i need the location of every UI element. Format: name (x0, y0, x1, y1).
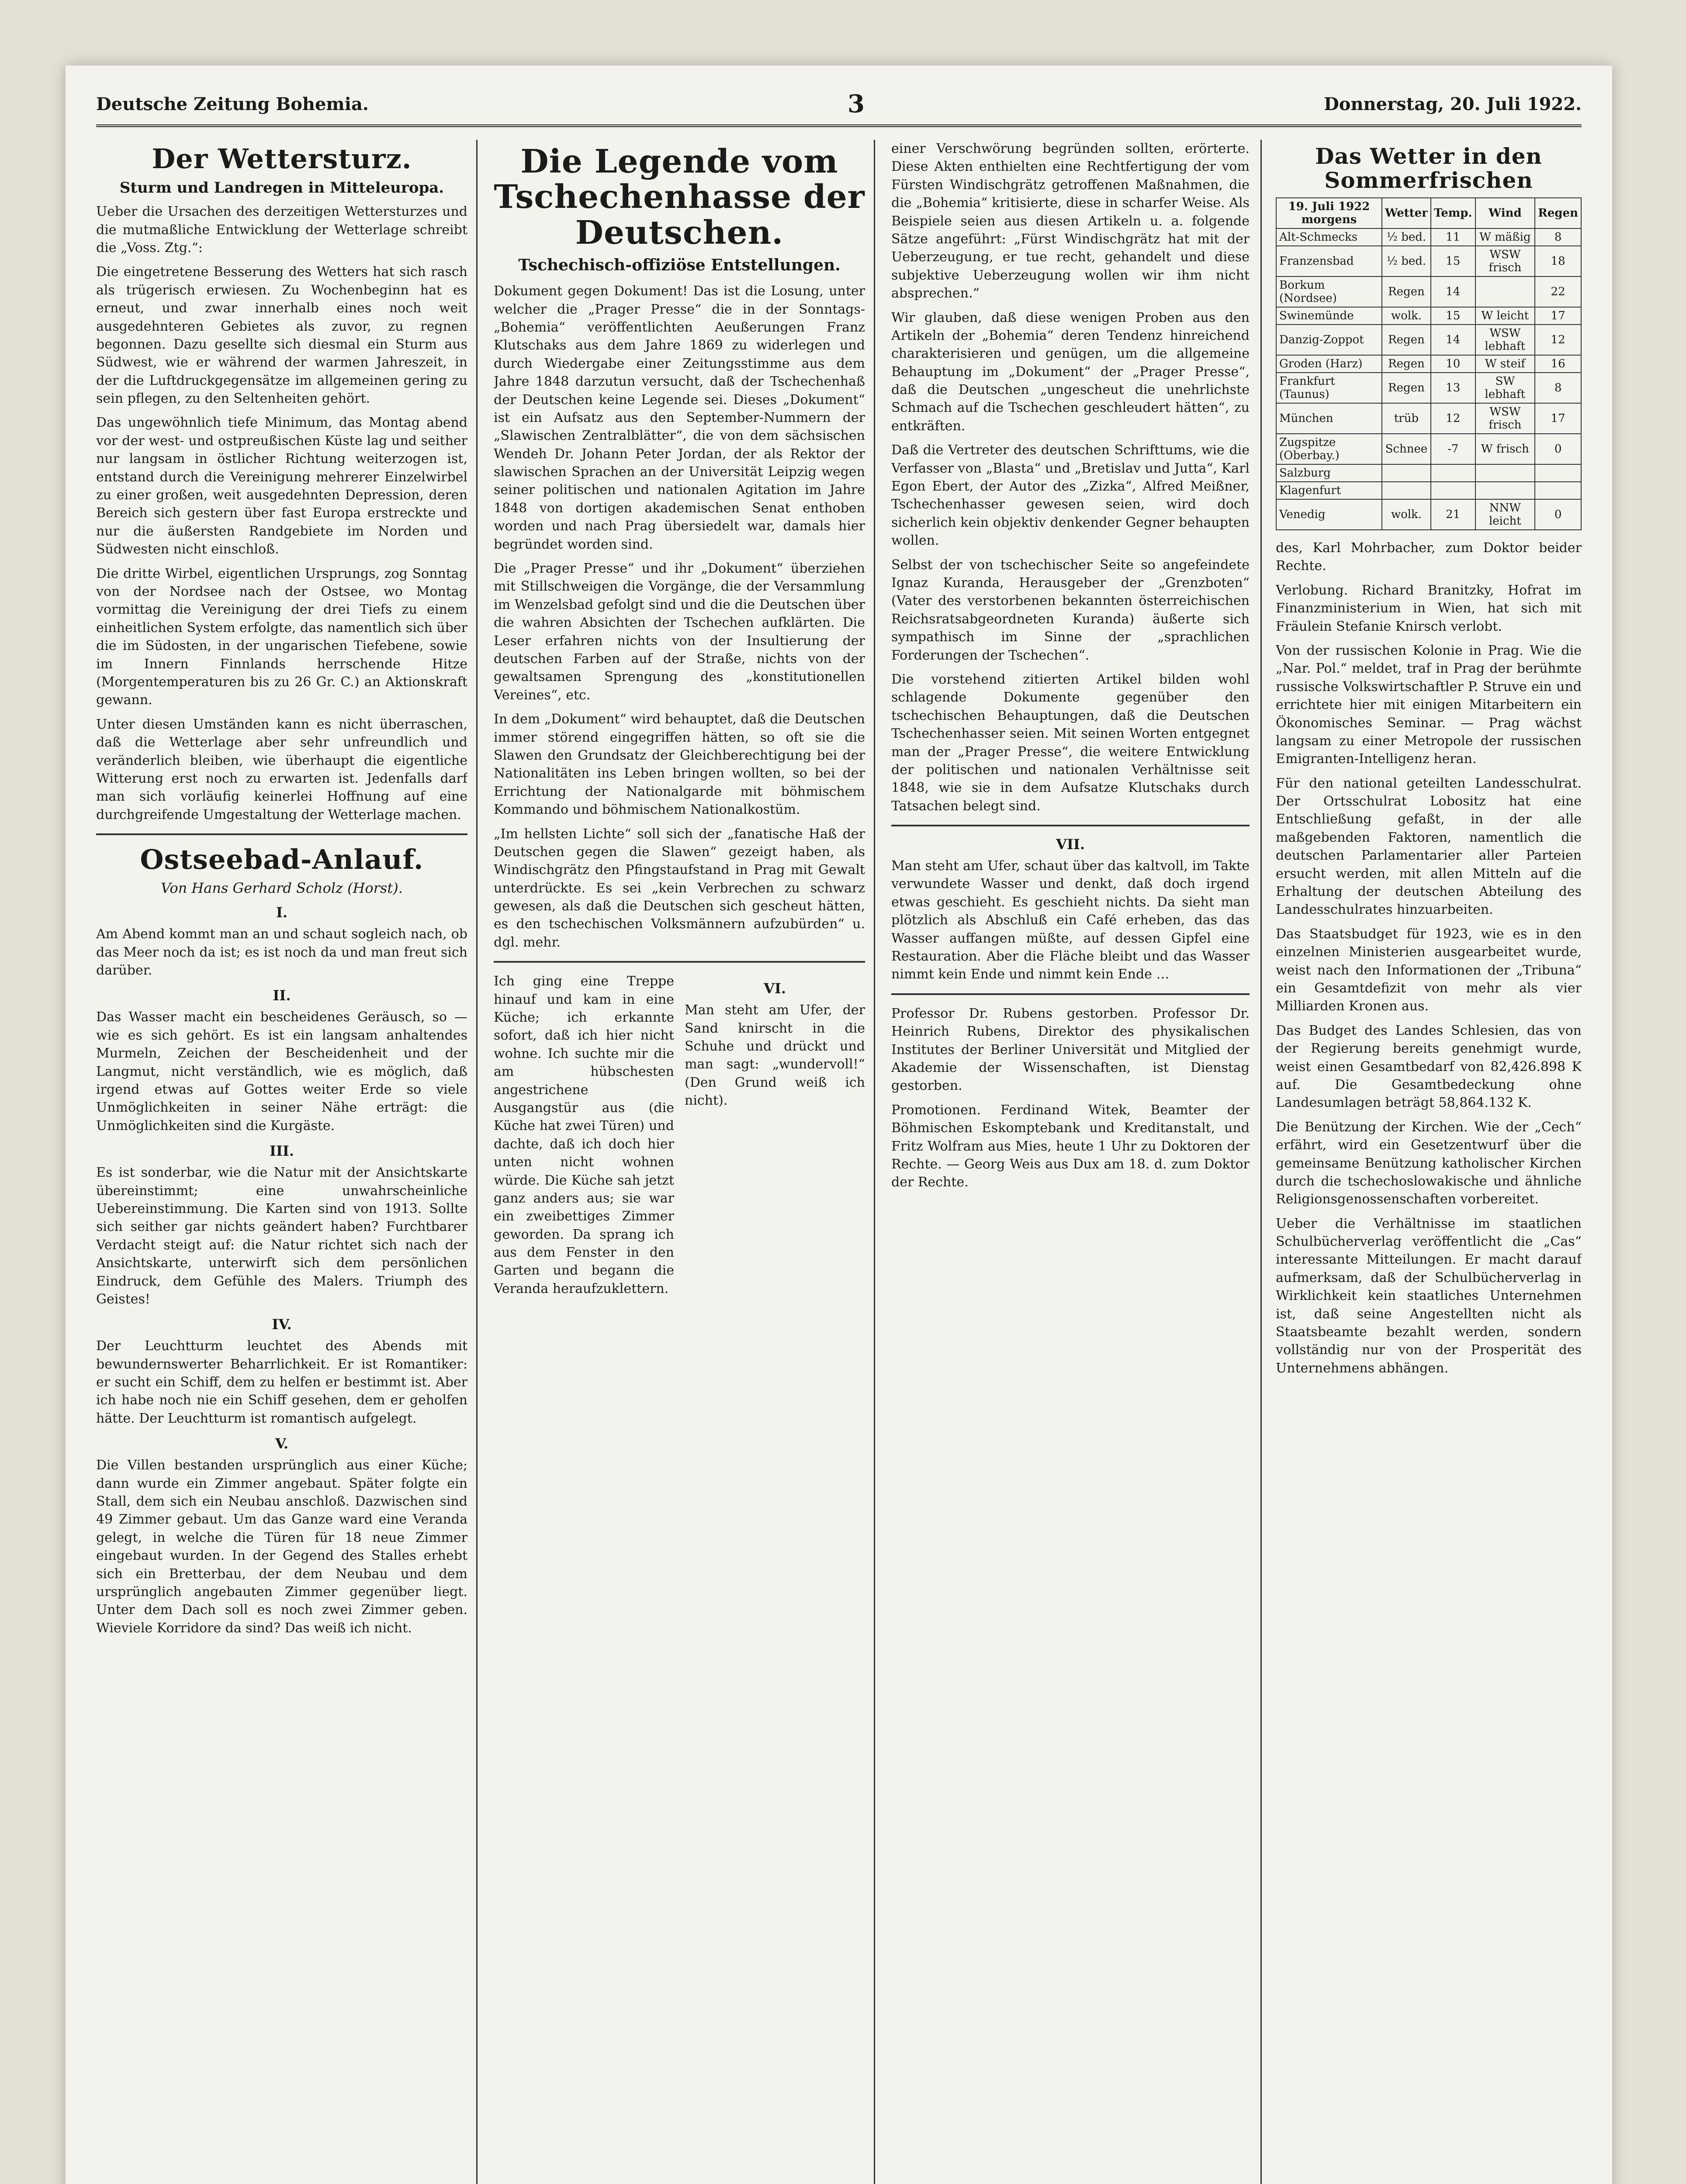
table-cell: 16 (1535, 355, 1581, 373)
section-text: Am Abend kommt man an und schaut sogleich nach, ob das Meer noch da ist; es ist noch da und man freut sich darüber. (96, 926, 467, 978)
table-header: Wetter (1382, 198, 1431, 228)
section-divider (891, 993, 1250, 995)
legend-article-subtitle: Tschechisch-offiziöse Entstellungen. (518, 256, 841, 275)
table-cell: WSW frisch (1475, 403, 1535, 434)
news-item: Ueber die Verhältnisse im staatlichen Schulbücherverlag veröffentlicht die „Cas“ interessante Mitteilungen. Er macht darauf aufmerksam, daß der Schulbücherverlag in Wirklichkeit kein staatliches Unternehmen ist, daß seine Angestellten nicht als Staatsbeamte bezahlt werden, sondern vollständig nur von der Prosperität des Unternehmens abhängen. (1276, 1216, 1582, 1376)
table-cell: 15 (1431, 307, 1475, 325)
spa-byline: Von Hans Gerhard Scholz (Horst). (161, 880, 403, 897)
table-cell: Regen (1382, 355, 1431, 373)
masthead (96, 90, 1582, 127)
article-paragraph: Die „Prager Presse“ und ihr „Dokument“ überziehen mit Stillschweigen die Vorgänge, die der Versammlung im Wenzelsbad gefolgt sind und die die Deutschen über die wahren Absichten der Tschechen aufklärten. Die Leser erfahren nichts von der Insultierung der deutschen Farben auf der Straße, nichts von der gewaltsamen Sprengung des „konstitutionellen Vereines“, etc. (494, 561, 865, 703)
table-cell: WSW lebhaft (1475, 325, 1535, 355)
news-item: Das Staatsbudget für 1923, wie es in den einzelnen Ministerien ausgearbeitet wurde, weist nach den Informationen der „Tribuna“ ein Gesamtdefizit von mehr als vier Milliarden Kronen aus. (1276, 926, 1582, 1014)
weather-paragraph: Die eingetretene Besserung des Wetters hat sich rasch als trügerisch erwiesen. Zu Wochenbeginn hat es erneut, und zwar innerhalb eines noch weit ausgedehnteren Gebietes als zuvor, zu regnen begonnen. Dazu gesellte sich diesmal ein Sturm aus Südwest, wie er während der warmen Jahreszeit, in der die Luftdruckgegensätze im allgemeinen gering zu sein pflegen, zu den Seltenheiten gehört. (96, 264, 467, 407)
table-cell: Klagenfurt (1276, 482, 1382, 499)
news-item: Promotionen. Ferdinand Witek, Beamter der Böhmischen Eskomptebank und Kreditanstalt, und Fritz Wolfram aus Mies, heute 1 Uhr zu Doktoren der Rechte. — Georg Weis aus Dux am 18. d. zum Doktor der Rechte. (891, 1102, 1250, 1190)
table-cell: Frankfurt (Taunus) (1276, 373, 1382, 403)
table-cell: Borkum (Nordsee) (1276, 276, 1382, 307)
table-cell: 22 (1535, 276, 1581, 307)
weather-paragraph: Unter diesen Umständen kann es nicht überraschen, daß die Wetterlage aber sehr unfreundlich und veränderlich bleiben, wie überhaupt die eigentliche Witterung erst noch zu erwarten ist. Jedenfalls darf man sich vorläufig keinerlei Hoffnung auf eine durchgreifende Umgestaltung der Wetterlage machen. (96, 716, 467, 822)
table-cell: Venedig (1276, 499, 1382, 530)
section-text: Es ist sonderbar, wie die Natur mit der Ansichtskarte übereinstimmt; eine unwahrscheinliche Uebereinstimmung. Die Karten sind von 1913. Sollte sich seither gar nichts geändert haben? Furchtbarer Verdacht steigt auf: die Natur richtet sich nach der Ansichtskarte, unterwirft sich dem persönlichen Eindruck, dem Gefühle des Malers. Triumph des Geistes! (96, 1165, 467, 1307)
table-row (1276, 307, 1581, 325)
feuilleton-text: Ich ging eine Treppe hinauf und kam in eine Küche; ich erkannte sofort, daß ich hier nicht wohne. Ich suchte mir die am hübschesten angestrichene Ausgangstür aus (die Küche hat zwei Türen) und dachte, daß ich doch hier unten nicht wohnen würde. Die Küche sah jetzt ganz anders aus; sie war ein zweibettiges Zimmer geworden. Da sprang ich aus dem Fenster in den Garten und begann die Veranda heraufzuklettern. (494, 974, 674, 1296)
spa-section (96, 987, 467, 1135)
table-cell: W steif (1475, 355, 1535, 373)
weather-paragraph: Die dritte Wirbel, eigentlichen Ursprungs, zog Sonntag von der Nordsee nach der Ostsee, wo Montag vormittag die Vereinigung der drei Tiefs zu einem einheitlichen System erfolgte, das namentlich sich über die im Südosten, in der ungarischen Tiefebene, sowie im Innern Finnlands herrschende Hitze (Morgentemperaturen bis zu 26 Gr. C.) an Aktionskraft gewann. (96, 566, 467, 708)
table-cell: 0 (1535, 434, 1581, 464)
article-paragraph: einer Verschwörung begründen sollten, erörterte. Diese Akten enthielten eine Rechtfertigung der vom Fürsten Windischgrätz getroffenen Maßnahmen, die die „Bohemia“ kritisierte, diese in scharfer Weise. Als Beispiele seien aus diesen Artikeln u. a. folgende Sätze angeführt: „Fürst Windischgrätz hat mit der Ueberzeugung, er tue recht, gehandelt und diese subjektive Ueberzeugung wollen wir ihm nicht absprechen.“ (891, 141, 1250, 301)
column-2 (494, 140, 865, 2184)
table-cell: SW lebhaft (1475, 373, 1535, 403)
table-cell: Franzensbad (1276, 246, 1382, 276)
table-body (1276, 228, 1581, 530)
weather-paragraph: Das ungewöhnlich tiefe Minimum, das Montag abend vor der west- und ostpreußischen Küste lag und seither nur langsam in östlicher Richtung weiterzogen ist, entstand durch die Vereinigung mehrerer Einzelwirbel zu einer großen, weit ausgedehnten Depression, deren Bereich sich gestern über fast Europa erstreckte und nur die äußersten Randgebiete im Norden und Südwesten nicht einschloß. (96, 415, 467, 557)
table-row (1276, 246, 1581, 276)
section-number: IV. (272, 1316, 292, 1333)
section-divider (891, 825, 1250, 826)
page-number: 3 (848, 90, 865, 118)
table-cell: Schnee (1382, 434, 1431, 464)
table-cell: W mäßig (1475, 228, 1535, 246)
section-number: I. (276, 904, 288, 921)
article-paragraph: In dem „Dokument“ wird behauptet, daß die Deutschen immer störend eingegriffen hätten, so oft sie die Slawen den Grundsatz der Gleichberechtigung bei der Nationalitäten ins Leben bringen wollten, so bei der Errichtung der Nationalgarde mit böhmischem Kommando und böhmischem Nationalkostüm. (494, 712, 865, 818)
table-cell: 0 (1535, 499, 1581, 530)
table-cell: 10 (1431, 355, 1475, 373)
table-cell: 8 (1535, 228, 1581, 246)
issue-date: Donnerstag, 20. Juli 1922. (1324, 94, 1582, 114)
article-paragraph: Wir glauben, daß diese wenigen Proben aus den Artikeln der „Bohemia“ deren Tendenz hinreichend charakterisieren und genügen, um die allgemeine Behauptung im „Dokument“ der „Prager Presse“, daß die Deutschen „ungescheut die unehrlichste Schmach auf die Tschechen geschleudert hätten“, zu entkräften. (891, 310, 1250, 434)
spa-section (96, 1435, 467, 1637)
table-cell (1475, 464, 1535, 482)
column-rule (874, 140, 875, 2184)
paper-name: Deutsche Zeitung Bohemia. (96, 94, 369, 114)
section-number: III. (269, 1143, 294, 1160)
table-cell: Salzburg (1276, 464, 1382, 482)
table-cell: München (1276, 403, 1382, 434)
table-row (1276, 325, 1581, 355)
section-divider (96, 833, 467, 835)
section-number: VI. (764, 980, 786, 997)
table-cell: 15 (1431, 246, 1475, 276)
section-text: Das Wasser macht ein bescheidenes Geräusch, so — wie es sich gehört. Es ist ein langsam anhaltendes Murmeln, Zeichen der Bescheidenheit und der Langmut, nicht verständlich, wie es möglich, daß irgend etwas auf Gottes weiter Erde so viele Unmöglichkeiten in seiner Nähe erträgt: die Unmöglichkeiten sind die Kurgäste. (96, 1009, 467, 1133)
article-paragraph: Die vorstehend zitierten Artikel bilden wohl schlagende Dokumente gegenüber den tschechischen Behauptungen, daß die Deutschen Tschechenhasser seien. Mit seinen Worten entgegnet man der „Prager Presse“, die weitere Entwicklung der politischen und nationalen Verhältnisse seit 1848, wie sie in dem Aufsatze Klutschaks durch Tatsachen belegt sind. (891, 671, 1250, 814)
table-cell: Swinemünde (1276, 307, 1382, 325)
section-text: Die Villen bestanden ursprünglich aus einer Küche; dann wurde ein Zimmer angebaut. Später folgte ein Stall, dem sich ein Neubau anschloß. Dazwischen sind 49 Zimmer gebaut. Um das Ganze ward eine Veranda gelegt, in welche die Türen für 18 neue Zimmer eingebaut wurden. In der Gegend des Stalles erhebt sich ein Bretterbau, der dem Neubau und dem ursprünglich angebauten Zimmer gegenüber liegt. Unter dem Dach soll es noch zwei Zimmer geben. Wieviele Korridore da sind? Das weiß ich nicht. (96, 1458, 467, 1636)
article-paragraph: Daß die Vertreter des deutschen Schrifttums, wie die Verfasser von „Blasta“ und „Bretislav und Jutta“, Karl Egon Ebert, der Autor des „Zizka“, Alfred Meißner, Tschechenhasser gewesen seien, wird doch sicherlich kein objektiv denkender Gegner behaupten wollen. (891, 442, 1250, 549)
table-row (1276, 482, 1581, 499)
newspaper-page (66, 66, 1612, 2184)
column-rule (1260, 140, 1262, 2184)
article-paragraph: Dokument gegen Dokument! Das ist die Losung, unter welcher die „Prager Presse“ die in der Sonntags-„Bohemia“ veröffentlichten Aeußerungen Franz Klutschaks aus dem Jahre 1869 zu widerlegen und durch Wiedergabe einer Zeitungsstimme aus dem Jahre 1848 darzutun versucht, daß der Tschechenhaß der Deutschen keine Legende sei. Dieses „Dokument“ ist ein Aufsatz aus den September-Nummern der „Slawischen Zentralblätter“, die von dem sächsischen Wendeh Dr. Johann Peter Jordan, der als Rektor der slawischen Sprachen an der Universität Leipzig wegen seiner politischen und nationalen Agitation im Jahre 1848 von dortigen akademischen Senat enthoben worden und nach Prag übersiedelt war, damals hier begründet worden sind. (494, 283, 865, 552)
table-cell: 21 (1431, 499, 1475, 530)
table-header-row (1276, 198, 1581, 228)
table-cell: Alt-Schmecks (1276, 228, 1382, 246)
news-item: Verlobung. Richard Branitzky, Hofrat im Finanzministerium in Wien, hat sich mit Fräulein Stefanie Knirsch verlobt. (1276, 582, 1582, 634)
table-cell: WSW frisch (1475, 246, 1535, 276)
news-item: Professor Dr. Rubens gestorben. Professor Dr. Heinrich Rubens, Direktor des physikalischen Institutes der Berliner Universität und Mitglied der Akademie der Wissenschaften, ist Dienstag gestorben. (891, 1006, 1250, 1094)
table-row (1276, 499, 1581, 530)
table-cell (1475, 482, 1535, 499)
table-header: 19. Juli 1922 morgens (1276, 198, 1382, 228)
article-paragraph: Selbst der von tschechischer Seite so angefeindete Ignaz Kuranda, Herausgeber der „Grenzboten“ (Vater des verstorbenen bekannten österreichischen Reichsratsabgeordneten Kuranda) äußerte sich sympathisch im Sinne der „sprachlichen Forderungen der Tschechen“. (891, 557, 1250, 663)
article-paragraph: „Im hellsten Lichte“ soll sich der „fanatische Haß der Deutschen gegen die Slawen“ gezeigt haben, als Windischgrätz den Pfingstaufstand in Prag mit Gewalt unterdrückte. Es sei „kein Verbrechen zu schwarz gewesen, als daß die Deutschen sich gescheut hätten, es den tschechischen Volksmännern aufzubürden“ u. dgl. mehr. (494, 826, 865, 950)
table-cell: trüb (1382, 403, 1431, 434)
table-cell: Regen (1382, 373, 1431, 403)
column-3 (891, 140, 1250, 2184)
section-number: V. (275, 1435, 289, 1452)
news-item: Von der russischen Kolonie in Prag. Wie die „Nar. Pol.“ meldet, traf in Prag der berühmte russische Volkswirtschaftler P. Struve ein und errichtete hier mit einigen Mitarbeitern ein Ökonomisches Seminar. — Prag wächst langsam zu einer Metropole der russischen Emigranten-Intelligenz heran. (1276, 643, 1582, 767)
table-cell (1431, 482, 1475, 499)
table-cell: Groden (Harz) (1276, 355, 1382, 373)
table-cell: 12 (1431, 403, 1475, 434)
table-header: Temp. (1431, 198, 1475, 228)
table-cell: 8 (1535, 373, 1581, 403)
feuilleton-continuation (494, 972, 865, 1304)
table-row (1276, 228, 1581, 246)
table-row (1276, 434, 1581, 464)
news-item: des, Karl Mohrbacher, zum Doktor beider Rechte. (1276, 540, 1582, 574)
resort-weather-title: Das Wetter in den Sommerfrischen (1315, 143, 1542, 193)
column-4 (1276, 140, 1582, 2184)
table-cell: 17 (1535, 403, 1581, 434)
column-1 (96, 140, 467, 2184)
resort-weather-table (1276, 197, 1582, 530)
table-row (1276, 403, 1581, 434)
table-cell: 14 (1431, 325, 1475, 355)
table-header: Wind (1475, 198, 1535, 228)
table-row (1276, 355, 1581, 373)
table-cell (1475, 276, 1535, 307)
section-number: VII. (1056, 836, 1085, 853)
table-cell: 13 (1431, 373, 1475, 403)
column-rule (476, 140, 478, 2184)
news-item: Für den national geteilten Landesschulrat. Der Ortsschulrat Lobositz hat eine Entschließung gefaßt, in der alle maßgebenden Faktoren, namentlich die deutschen Parlamentarier aller Parteien ersucht werden, mit allen Mitteln auf die Erhaltung der deutschen Abteilung des Landesschulrates hinzuarbeiten. (1276, 775, 1582, 918)
table-row (1276, 464, 1581, 482)
table-row (1276, 373, 1581, 403)
spa-section (96, 1316, 467, 1427)
table-cell: 11 (1431, 228, 1475, 246)
table-cell: 17 (1535, 307, 1581, 325)
table-cell: W leicht (1475, 307, 1535, 325)
feuilleton-left (494, 972, 674, 1304)
section-number: II. (273, 987, 291, 1004)
news-item: Das Budget des Landes Schlesien, das von der Regierung bereits genehmigt wurde, weist einen Gesamtbedarf von 82,426.898 K auf. Die Gesamtbedeckung ohne Landesumlagen beträgt 58,864.132 K. (1276, 1023, 1582, 1111)
weather-intro: Ueber die Ursachen des derzeitigen Wettersturzes und die mutmaßliche Entwicklung der Wetterlage schreibt die „Voss. Ztg.“: (96, 204, 467, 256)
news-item: Die Benützung der Kirchen. Wie der „Cech“ erfährt, wird ein Gesetzentwurf über die gemeinsame Benützung katholischer Kirchen durch die tschechoslowakische und ähnliche Religionsgenossenschaften vorbereitet. (1276, 1119, 1582, 1207)
feuilleton-right (685, 972, 865, 1304)
table-cell: wolk. (1382, 499, 1431, 530)
table-cell (1382, 482, 1431, 499)
table-cell: ½ bed. (1382, 228, 1431, 246)
spa-feuilleton-title: Ostseebad-Anlauf. (140, 843, 424, 876)
table-cell: Zugspitze (Oberbay.) (1276, 434, 1382, 464)
section-divider (494, 961, 865, 963)
table-cell: W frisch (1475, 434, 1535, 464)
table-cell: -7 (1431, 434, 1475, 464)
table-header: Regen (1535, 198, 1581, 228)
table-cell (1535, 464, 1581, 482)
table-cell: Regen (1382, 276, 1431, 307)
table-cell: Regen (1382, 325, 1431, 355)
table-cell: ½ bed. (1382, 246, 1431, 276)
legend-article-title: Die Legende vom Tschechenhasse der Deutschen. (494, 143, 865, 252)
feuilleton-text: Man steht am Ufer, der Sand knirscht in die Schuhe und drückt und man sagt: „wundervoll!“ (Den Grund weiß ich nicht). (685, 1002, 865, 1109)
table-cell (1382, 464, 1431, 482)
table-cell: wolk. (1382, 307, 1431, 325)
table-cell: Danzig-Zoppot (1276, 325, 1382, 355)
weather-article-subtitle: Sturm und Landregen in Mitteleuropa. (119, 179, 444, 197)
table-row (1276, 276, 1581, 307)
weather-article-title: Der Wettersturz. (152, 143, 412, 175)
table-cell (1431, 464, 1475, 482)
table-cell: 12 (1535, 325, 1581, 355)
feuilleton-text: Man steht am Ufer, schaut über das kaltvoll, im Takte verwundete Wasser und denkt, daß doch irgend etwas geschieht. Es geschieht nichts. Da sieht man plötzlich als Abschluß ein Café erheben, das das Wasser auffangen müßte, auf dessen Gipfel eine Restauration. Aber die Fläche bleibt und das Wasser nimmt kein Ende und nimmt kein Ende … (891, 858, 1250, 982)
table-cell (1535, 482, 1581, 499)
table-cell: 18 (1535, 246, 1581, 276)
section-text: Der Leuchtturm leuchtet des Abends mit bewundernswerter Beharrlichkeit. Er ist Romantiker: er sucht ein Schiff, dem zu helfen er bestimmt ist. Aber ich habe noch nie ein Schiff gesehen, dem er geholfen hätte. Der Leuchtturm ist romantisch aufgelegt. (96, 1338, 467, 1426)
spa-section (96, 1143, 467, 1308)
table-cell: NNW leicht (1475, 499, 1535, 530)
spa-section (96, 904, 467, 979)
table-cell: 14 (1431, 276, 1475, 307)
